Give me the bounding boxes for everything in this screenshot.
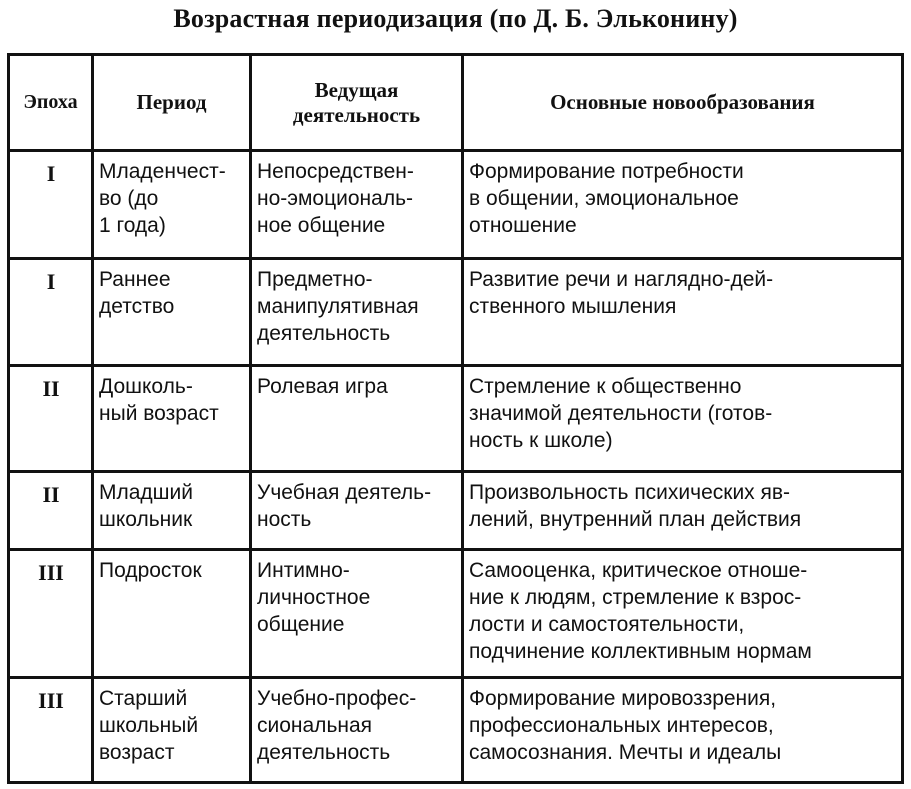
outcomes-cell: Самооценка, критическое отноше- ние к людям, стремление к взрос- лости и самостоятельности, подчинение коллективным нормам: [463, 550, 903, 678]
epoch-cell: I: [9, 151, 93, 259]
periodization-table: [7, 53, 904, 784]
epoch-cell: III: [9, 678, 93, 783]
outcomes-cell: Развитие речи и наглядно-дей- ственного мышления: [463, 259, 903, 366]
period-cell: Младший школьник: [93, 472, 251, 550]
activity-cell: Предметно- манипулятивная деятельность: [251, 259, 463, 366]
header-epoch: Эпоха: [9, 55, 93, 151]
period-cell: Раннее детство: [93, 259, 251, 366]
header-main-outcomes: Основные новообразования: [463, 55, 903, 151]
period-cell: Дошколь- ный возраст: [93, 366, 251, 472]
header-period: Период: [93, 55, 251, 151]
table-header-row: [9, 55, 903, 151]
table-row: [9, 151, 903, 259]
period-cell: Подросток: [93, 550, 251, 678]
activity-cell: Учебно-профес- сиональная деятельность: [251, 678, 463, 783]
period-cell: Младенчест- во (до 1 года): [93, 151, 251, 259]
outcomes-cell: Стремление к общественно значимой деятельности (готов- ность к школе): [463, 366, 903, 472]
page-title: Возрастная периодизация (по Д. Б. Эльконину): [173, 4, 738, 33]
activity-cell: Учебная деятель- ность: [251, 472, 463, 550]
epoch-cell: III: [9, 550, 93, 678]
activity-cell: Ролевая игра: [251, 366, 463, 472]
table-row: [9, 366, 903, 472]
activity-cell: Интимно- личностное общение: [251, 550, 463, 678]
header-leading-activity: Ведущая деятельность: [251, 55, 463, 151]
epoch-cell: II: [9, 366, 93, 472]
outcomes-cell: Формирование мировоззрения, профессиональных интересов, самосознания. Мечты и идеалы: [463, 678, 903, 783]
activity-cell: Непосредствен- но-эмоциональ- ное общение: [251, 151, 463, 259]
table-row: [9, 259, 903, 366]
table-row: [9, 678, 903, 783]
epoch-cell: II: [9, 472, 93, 550]
period-cell: Старший школьный возраст: [93, 678, 251, 783]
table-row: [9, 550, 903, 678]
outcomes-cell: Формирование потребности в общении, эмоциональное отношение: [463, 151, 903, 259]
outcomes-cell: Произвольность психических яв- лений, внутренний план действия: [463, 472, 903, 550]
table-row: [9, 472, 903, 550]
epoch-cell: I: [9, 259, 93, 366]
